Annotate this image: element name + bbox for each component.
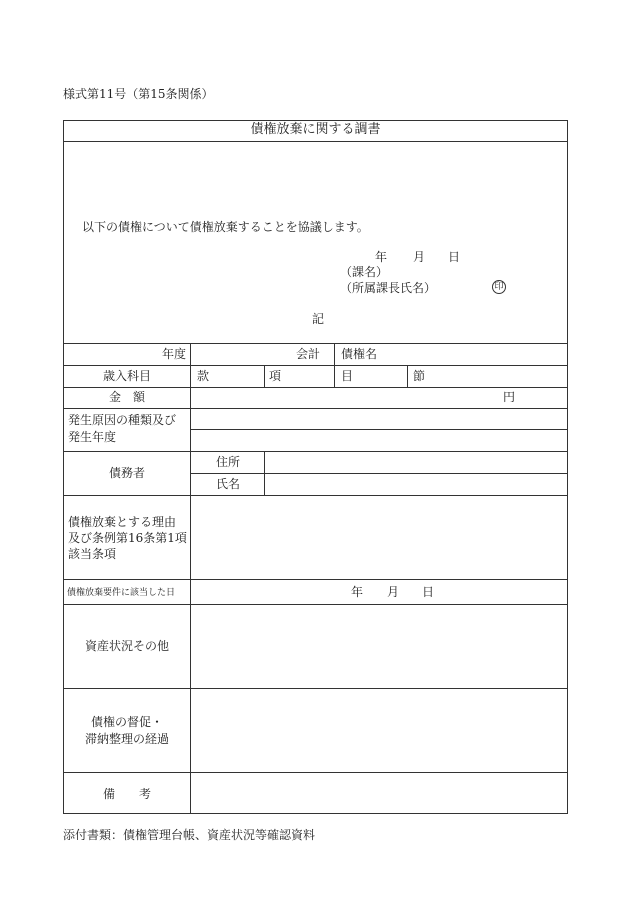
moku-label: 目	[341, 369, 354, 383]
tokusoku-label-line2: 滞納整理の経過	[84, 732, 169, 746]
divider-kaikei	[334, 343, 335, 365]
biko-label: 備 考	[102, 787, 151, 801]
divider-row-8	[64, 688, 567, 689]
date-day-label: 日	[448, 250, 461, 264]
youken-year-label: 年	[351, 585, 364, 599]
intro-statement: 以下の債権について債権放棄することを協議します。	[82, 220, 369, 234]
divider-label-column	[190, 343, 191, 813]
kou-label: 項	[269, 369, 282, 383]
riyu-label-line3: 該当条項	[68, 547, 117, 561]
divider-row-6	[64, 579, 567, 580]
divider-setsu	[407, 365, 408, 387]
tokusoku-label-line1: 債権の督促・	[90, 715, 163, 729]
divider-saimusha-fields	[264, 451, 265, 495]
nendo-label: 年度	[162, 347, 187, 361]
youken-month-label: 月	[387, 585, 400, 599]
shimei-label: 氏名	[216, 477, 241, 491]
divider-row-5	[64, 495, 567, 496]
divider-row-2	[64, 387, 567, 388]
date-year-label: 年	[375, 250, 388, 264]
youken-date-label: 債権放棄要件に該当した日	[67, 588, 176, 598]
attachments-note: 添付書類：債権管理台帳、資産状況等確認資料	[63, 828, 316, 842]
hassei-label-line1: 発生原因の種類及び	[68, 413, 177, 427]
sainyu-kamoku-label: 歳入科目	[102, 369, 151, 383]
saimusha-label: 債務者	[108, 466, 145, 480]
kan-label: 款	[197, 369, 210, 383]
divider-intro	[64, 343, 567, 344]
hassei-label-line2: 発生年度	[68, 430, 117, 444]
divider-row-9	[64, 772, 567, 773]
divider-row-4	[64, 451, 567, 452]
divider-row-1	[64, 365, 567, 366]
shisan-label: 資産状況その他	[84, 639, 169, 653]
jusho-label: 住所	[216, 455, 241, 469]
yen-label: 円	[503, 390, 516, 404]
divider-title	[64, 141, 567, 142]
divider-row-7	[64, 604, 567, 605]
kaikei-label: 会計	[296, 347, 321, 361]
seal-mark-icon: 印	[492, 280, 506, 294]
form-number-label: 様式第11号（第15条関係）	[63, 87, 214, 101]
setsu-label: 節	[413, 369, 426, 383]
divider-kou	[264, 365, 265, 387]
form-table	[63, 120, 568, 814]
section-name-label: （課名）	[340, 265, 389, 279]
kingaku-label: 金 額	[108, 390, 145, 404]
ki-label: 記	[312, 312, 325, 326]
chief-name-label: （所属課長氏名）	[340, 281, 437, 295]
riyu-label-line1: 債権放棄とする理由	[68, 515, 177, 529]
divider-moku	[334, 365, 335, 387]
date-month-label: 月	[413, 250, 426, 264]
divider-hassei-inner	[190, 429, 567, 430]
riyu-label-line2: 及び条例第16条第1項	[68, 531, 187, 545]
divider-row-3	[64, 408, 567, 409]
youken-day-label: 日	[422, 585, 435, 599]
divider-saimusha-inner	[190, 473, 567, 474]
document-title: 債権放棄に関する調書	[250, 122, 381, 137]
saikenmei-label: 債権名	[341, 347, 378, 361]
